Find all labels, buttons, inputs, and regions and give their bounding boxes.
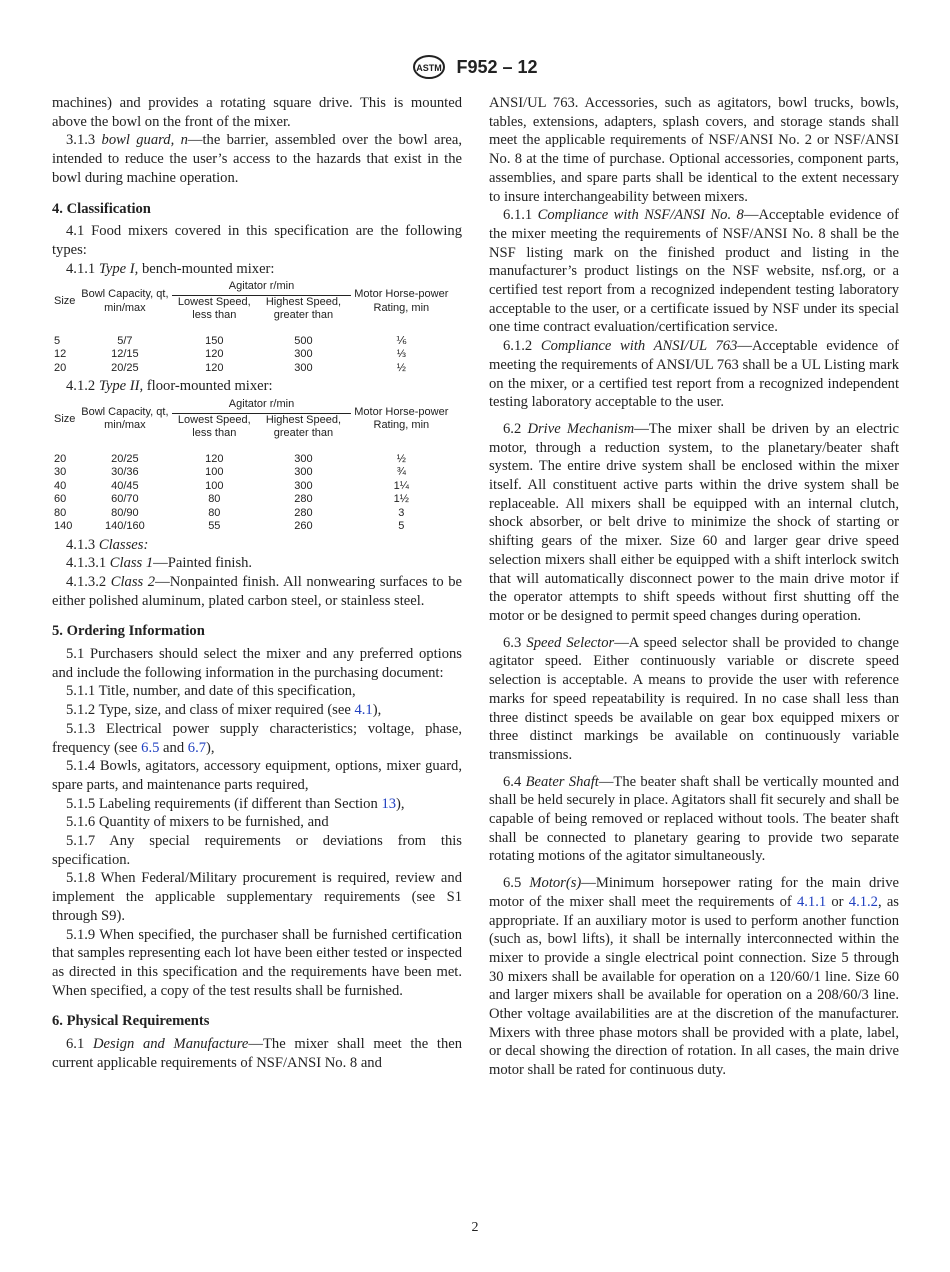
text-run: —Nonpainted finish. All nonwearing surfaces to be either polished aluminum, plated carbon steel, or stainless steel. <box>52 573 463 609</box>
page-header <box>0 54 950 80</box>
table-cell: 30/36 <box>111 466 139 479</box>
table-cell: 12/15 <box>111 348 139 361</box>
text-run: floor-mounted mixer: <box>143 378 273 395</box>
text-run: 5.1.7 Any special requirements or deviations from this specification. <box>52 833 462 868</box>
text-run: ), <box>396 795 405 812</box>
paragraph <box>489 874 899 1080</box>
table-cell: 150 <box>205 334 224 347</box>
table-cell: 280 <box>294 493 313 506</box>
paragraph <box>52 536 462 555</box>
text-run: 5.1 Purchasers should select the mixer and any preferred options and include the following information in the purchasing document: <box>52 646 462 681</box>
table2 <box>52 398 452 534</box>
text-run: 4.1.1 <box>66 260 99 277</box>
table-cell: 300 <box>294 479 313 492</box>
text-run: —The mixer shall meet the then current applicable requirements of NSF/ANSI No. 8 and <box>52 1036 463 1071</box>
column-header-size: Size <box>54 294 76 307</box>
section-link[interactable]: 4.1.2 <box>848 893 878 910</box>
text-run: Beater Shaft <box>525 773 599 790</box>
paragraph <box>52 377 462 396</box>
table-cell: 80 <box>54 506 67 519</box>
table-row <box>52 466 452 480</box>
text-run: 5.1.9 When specified, the purchaser shall be furnished certification that samples representing each lot have been either tested or inspected as directed in this specification and the requirements have been met. When specified, a copy of the test results shall be furnished. <box>52 926 462 999</box>
table-cell: 30 <box>54 466 67 479</box>
left-column <box>52 94 462 1073</box>
table-cell: 20 <box>54 452 67 465</box>
text-run: —The beater shaft shall be vertically mounted and shall be held securely in place. Agitators shall fit securely and shall be capable of being removed or replaced without tools. The beater shaft shall be connected to planetary gearing to provide two separate rotating motions of the agitator simultaneously. <box>489 773 899 865</box>
table-cell: 300 <box>294 348 313 361</box>
table-cell: 20/25 <box>111 452 139 465</box>
paragraph <box>489 420 899 626</box>
text-run: —The mixer shall be driven by an electric motor, through a reduction system, to the planetary/beater shaft system. The entire drive system shall be enclosed within the mixer itself. All constituent active parts within the drive system shall be replaceable. All mixers shall be equipped with an internal clutch, shock absorber, or belt drive to minimize the shock of starting or shifting gears of the mixer. Size 60 and larger gear drive speed selection mixers shall either be equipped with a shift interlock switch that will automatically disconnect power to the main drive motor if the operator attempts to shift speeds without first shutting off the motor or be designed to permit speed changes during operation. <box>489 420 899 624</box>
text-run: —A speed selector shall be provided to change agitator speed. Either continuously variable or discrete speed selection is acceptable. A means to provide the user with reference marks for speed repeatability is required. In no case shall less than three distinct speeds be available on gear box equipped mixers or three distinct markings be available on continuously variable transmissions. <box>489 634 900 763</box>
text-run: 4.1.3.1 <box>66 555 110 572</box>
paragraph <box>52 260 462 279</box>
text-run: 5.1.3 Electrical power supply characteristics; voltage, phase, frequency (see <box>52 720 462 756</box>
table-cell: 60/70 <box>111 493 139 506</box>
table-cell: 12 <box>54 348 67 361</box>
column-header-agitator: Agitator r/min <box>172 398 350 413</box>
table-cell: 1¼ <box>393 479 409 492</box>
table-cell: ½ <box>396 361 406 374</box>
column-header-bowl: Bowl Capacity, qt, min/max <box>81 405 169 432</box>
table-cell: 260 <box>294 520 313 533</box>
text-run: 4.1.3 <box>66 536 99 553</box>
table-row <box>52 480 452 494</box>
table-cell: ⅙ <box>395 334 407 347</box>
text-run: machines) and provides a rotating square drive. This is mounted above the bowl on the front of the mixer. <box>52 95 462 130</box>
text-run: Type I, <box>98 260 139 277</box>
astm-logo-icon <box>412 54 446 80</box>
text-run: and <box>159 739 188 756</box>
table-cell: 80 <box>208 493 221 506</box>
column-header-motor: Motor Horse-power Rating, min <box>354 405 449 432</box>
table-cell: ½ <box>396 452 406 465</box>
table-cell: ¾ <box>396 466 406 479</box>
text-run: Motor(s) <box>529 875 582 892</box>
table-cell: 140 <box>54 520 73 533</box>
column-header-bowl: Bowl Capacity, qt, min/max <box>81 288 169 314</box>
text-run: ANSI/UL 763. Accessories, such as agitators, bowl trucks, bowls, tables, extensions, adapters, splash covers, and storage stands shall meet the applicable requirements of NSF/ANSI No. 2 or NSF/ANSI No. 8 at the time of purchase. Optional accessories, component parts, assemblies, and spare parts shall be identical to the extent necessary to insure interchangeability between mixers. <box>489 95 899 205</box>
svg-text:ASTM: ASTM <box>416 63 443 73</box>
paragraph <box>52 869 462 925</box>
paragraph <box>52 573 462 610</box>
text-run: Design and Manufacture <box>92 1036 249 1053</box>
text-run: 6.4 <box>503 773 526 790</box>
text-run: 6.1.1 <box>503 207 538 224</box>
paragraph <box>52 757 462 794</box>
table-row <box>52 520 452 534</box>
text-run: 5.1.6 Quantity of mixers to be furnished, and <box>66 814 329 831</box>
section-heading: 6. Physical Requirements <box>52 1013 210 1030</box>
paragraph <box>52 645 462 682</box>
paragraph <box>52 832 462 869</box>
text-run: 4.1.2 <box>66 378 99 395</box>
table-row <box>52 362 452 376</box>
text-run: , as appropriate. If an auxiliary motor is used to perform another function (such as, bowl lifts), it shall be internally interconnected within the mixer to provide a single electrical point connection. Size 5 through 30 mixers shall be available for operation on a 120/60/1 line. Size 60 and larger mixers shall be available for operation on a 208/60/3 line. Other voltage availabilities are at the discretion of the manufacturer. Mixers with three phase motors shall be provided with a plate, label, or decal showing the direction of rotation. In all cases, the main drive motor shall be rated for continuous duty. <box>489 893 899 1079</box>
paragraph <box>52 682 462 701</box>
text-run: Type II, <box>98 378 144 395</box>
text-run: 5.1.2 Type, size, and class of mixer required (see <box>66 702 355 719</box>
text-run: 6.1 <box>66 1036 93 1053</box>
text-run: Speed Selector <box>526 634 615 651</box>
text-run: Class 2 <box>110 573 156 590</box>
table-cell: 40 <box>54 479 67 492</box>
table-cell: 1½ <box>393 493 409 506</box>
text-run: bench-mounted mixer: <box>138 260 275 277</box>
paragraph <box>489 634 899 765</box>
paragraph <box>52 795 462 814</box>
paragraph <box>52 926 462 1001</box>
paragraph <box>52 701 462 720</box>
section-heading: 4. Classification <box>52 200 151 217</box>
text-run: 5.1.8 When Federal/Military procurement is required, review and implement the applicable supplementary requirements (see S1 through S9). <box>52 870 462 924</box>
section-link[interactable]: 6.7 <box>187 739 207 756</box>
text-run: 6.3 <box>503 634 527 651</box>
column-header-size: Size <box>54 412 76 425</box>
paragraph <box>52 813 462 832</box>
text-run: —Painted finish. <box>153 555 253 572</box>
column-header-lowest: Lowest Speed, less than <box>177 413 251 440</box>
table-cell: 300 <box>294 452 313 465</box>
text-run: or <box>826 893 849 910</box>
text-run: Compliance with ANSI/UL 763 <box>540 338 738 355</box>
paragraph <box>489 773 899 867</box>
table-cell: 300 <box>294 361 313 374</box>
text-run: 6.2 <box>503 420 528 437</box>
table-cell: 500 <box>294 334 313 347</box>
text-run: Class 1 <box>109 555 154 572</box>
table-cell: 120 <box>205 361 224 374</box>
section-link[interactable]: 4.1 <box>354 702 373 719</box>
table-row <box>52 453 452 467</box>
paragraph <box>52 222 462 259</box>
table-cell: 20 <box>54 361 67 374</box>
paragraph <box>52 94 462 131</box>
text-run: 3.1.3 <box>66 132 102 149</box>
paragraph <box>52 554 462 573</box>
table-cell: 3 <box>398 506 405 519</box>
paragraph <box>52 1035 462 1072</box>
table-cell: 100 <box>205 466 224 479</box>
table-cell: 20/25 <box>111 361 139 374</box>
table-cell: 100 <box>205 479 224 492</box>
paragraph <box>489 94 899 206</box>
section-heading: 5. Ordering Information <box>52 623 205 640</box>
text-run: Classes: <box>98 536 149 553</box>
paragraph <box>489 206 899 337</box>
section-link[interactable]: 13 <box>381 795 397 812</box>
text-run: 5.1.5 Labeling requirements (if different than Section <box>66 795 382 812</box>
section-link[interactable]: 6.5 <box>141 739 160 756</box>
page-number: 2 <box>471 1220 479 1235</box>
text-run: Drive Mechanism <box>527 420 635 437</box>
text-run: ), <box>372 702 382 719</box>
table1 <box>52 280 452 375</box>
text-run: bowl guard, n <box>101 132 188 149</box>
table-cell: 40/45 <box>111 479 139 492</box>
paragraph <box>489 337 899 412</box>
right-column <box>489 94 899 1080</box>
table-cell: 280 <box>294 506 313 519</box>
text-run: —Acceptable evidence of the mixer meeting the requirements of NSF/ANSI No. 8 shall be the NSF listing mark on the finished product and listing in the manufacturer’s product listings on the NSF website, nsf.org, or a certified test report from a recognized independent testing laboratory acceptable to the user, or a certificate issued by NSF under its special one time contract evaluation/certification service. <box>489 207 899 336</box>
text-run: 5.1.4 Bowls, agitators, accessory equipment, options, mixer guard, spare parts, and maintenance parts required, <box>52 758 462 793</box>
section-link[interactable]: 4.1.1 <box>796 893 827 910</box>
paragraph <box>52 131 462 187</box>
paragraph <box>52 720 462 757</box>
table-cell: 5 <box>398 520 405 533</box>
table-row <box>52 348 452 362</box>
table-cell: 140/160 <box>105 520 145 533</box>
table-cell: 300 <box>294 466 313 479</box>
table-cell: 60 <box>54 493 67 506</box>
table-row <box>52 335 452 349</box>
column-header-motor: Motor Horse-power Rating, min <box>354 288 449 314</box>
document-code: F952 – 12 <box>456 56 538 77</box>
column-header-highest: Highest Speed, greater than <box>265 295 342 322</box>
column-header-agitator: Agitator r/min <box>172 280 350 295</box>
table-row <box>52 493 452 507</box>
column-header-lowest: Lowest Speed, less than <box>177 295 251 322</box>
text-run: —Minimum horsepower rating for the main drive motor of the mixer shall meet the requirements of <box>489 875 900 910</box>
text-run: 6.1.2 <box>503 338 541 355</box>
table-cell: 120 <box>205 348 224 361</box>
text-run: ), <box>206 739 215 756</box>
text-run: Compliance with NSF/ANSI No. 8 <box>537 207 744 224</box>
text-run: —Acceptable evidence of meeting the requirements of ANSI/UL 763 shall be a UL Listing mark on the mixer, or a certified test report from a recognized independent testing laboratory acceptable to the user. <box>489 338 899 411</box>
column-header-highest: Highest Speed, greater than <box>265 413 342 440</box>
table-cell: 5/7 <box>117 334 133 347</box>
text-run: 4.1.3.2 <box>66 573 111 590</box>
table-cell: 80 <box>208 506 221 519</box>
table-cell: 120 <box>205 452 224 465</box>
text-run: 4.1 Food mixers covered in this specification are the following types: <box>52 223 462 258</box>
text-run: 5.1.1 Title, number, and date of this specification, <box>66 683 356 700</box>
table-row <box>52 507 452 521</box>
table-cell: ⅓ <box>396 348 406 361</box>
text-run: —the barrier, assembled over the bowl area, intended to reduce the user’s access to the hazards that exist in the bowl during machine operation. <box>52 132 462 186</box>
text-run: 6.5 <box>503 875 530 892</box>
table-cell: 55 <box>208 520 221 533</box>
table-cell: 5 <box>54 334 61 347</box>
table-cell: 80/90 <box>111 506 139 519</box>
